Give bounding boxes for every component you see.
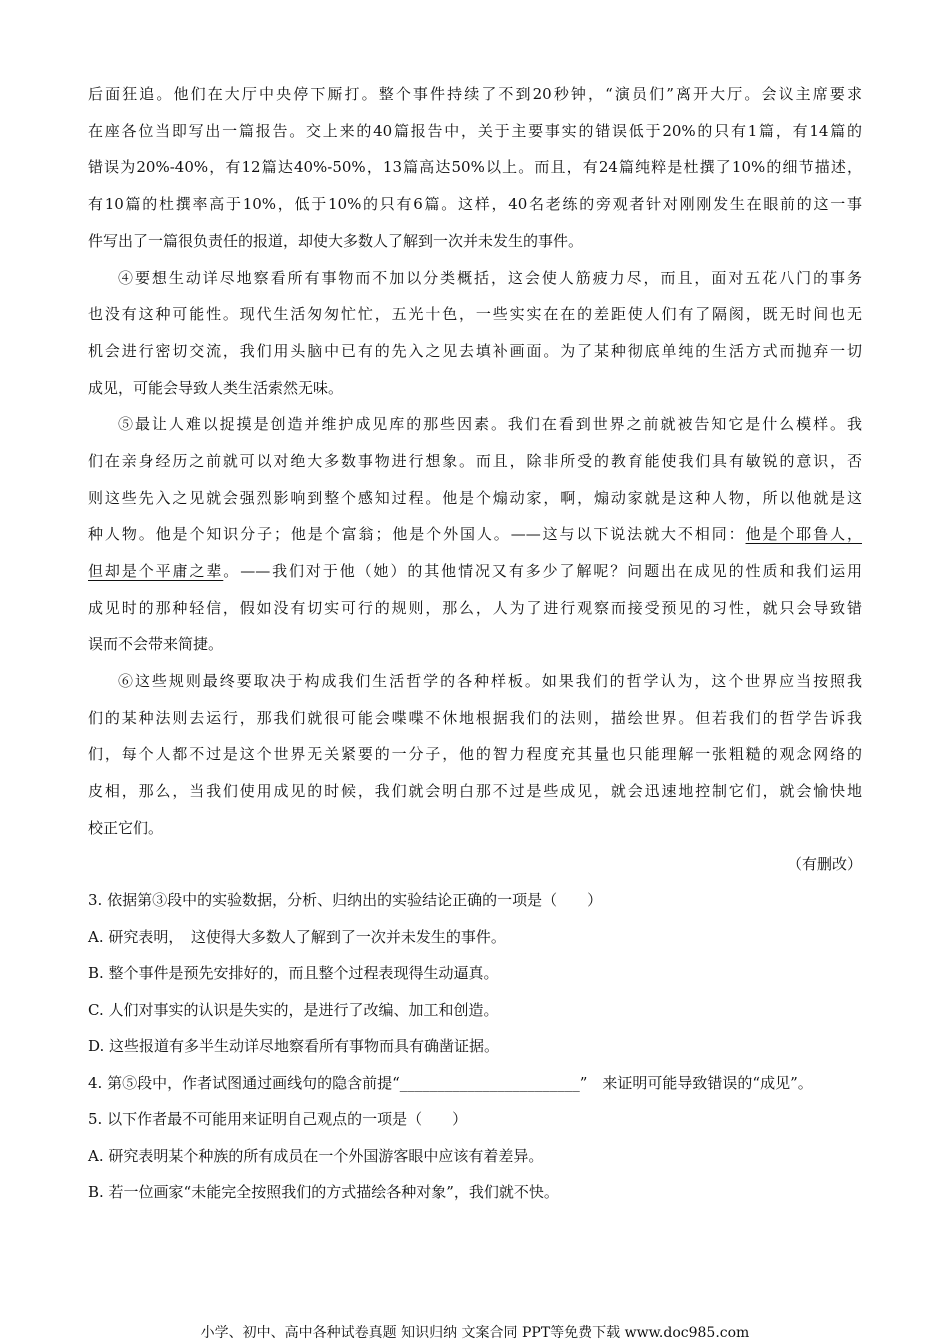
passage-line [88, 451, 862, 471]
passage-line [88, 854, 862, 874]
line-text: 们，每个人都不过是这个世界无关紧要的一分子，他的智力程度充其量也只能理解一张粗糙的观念网络的 [88, 745, 862, 763]
line-text: 种人物。他是个知识分子；他是个富翁；他是个外国人。——这与以下说法就大不相同： [88, 525, 746, 543]
passage-line [88, 708, 862, 728]
line-text: A. 研究表明某个种族的所有成员在一个外国游客眼中应该有着差异。 [88, 1147, 544, 1165]
line-text: ⑥这些规则最终要取决于构成我们生活哲学的各种样板。如果我们的哲学认为，这个世界应当按照我 [118, 672, 862, 690]
footer-text: 小学、初中、高中各种试卷真题 知识归纳 文案合同 PPT等免费下载 www.doc985.com [200, 1325, 750, 1341]
line-text: 成见，可能会导致人类生活索然无味。 [88, 379, 344, 397]
line-text: 机会进行密切交流，我们用头脑中已有的先入之见去填补画面。为了某种彻底单纯的生活方式而抛弃一切 [88, 342, 862, 360]
passage-line [88, 781, 862, 801]
line-text: 。——我们对于他（她）的其他情况又有多少了解呢？问题出在成见的性质和我们运用 [223, 562, 862, 580]
line-text: 成见时的那种轻信，假如没有切实可行的规则，那么，人为了进行观察而接受预见的习性，就只会导致错 [88, 599, 862, 617]
line-text: ④要想生动详尽地察看所有事物而不加以分类概括，这会使人筋疲力尽，而且，面对五花八门的事务 [118, 269, 862, 287]
question-line [88, 1109, 862, 1129]
passage-line [88, 157, 862, 177]
line-text: 件写出了一篇很负责任的报道，却使大多数人了解到一次并未发生的事件。 [88, 232, 584, 250]
line-text: 在座各位当即写出一篇报告。交上来的40篇报告中，关于主要事实的错误低于20%的只有1篇，有14篇的 [88, 122, 862, 140]
line-text: B. 若一位画家“未能完全按照我们的方式描绘各种对象”，我们就不快。 [88, 1183, 559, 1201]
passage-line [88, 598, 862, 618]
line-text: 3. 依据第③段中的实验数据，分析、归纳出的实验结论正确的一项是（ ） [88, 891, 603, 909]
question-line [88, 927, 862, 947]
passage-line [88, 231, 862, 251]
line-text: 5. 以下作者最不可能用来证明自己观点的一项是（ ） [88, 1110, 468, 1128]
passage-line [88, 341, 862, 361]
question-line [88, 890, 862, 910]
line-text: 皮相，那么，当我们使用成见的时候，我们就会明白那不过是些成见，就会迅速地控制它们，就会愉快地 [88, 782, 862, 800]
passage-line [88, 378, 862, 398]
passage-line [88, 488, 862, 508]
underlined-sentence: 他是个耶鲁人， [745, 525, 862, 543]
line-text: A. 研究表明， 这使得大多数人了解到了一次并未发生的事件。 [88, 928, 506, 946]
passage-line [88, 634, 862, 654]
line-text: 误而不会带来简捷。 [88, 635, 224, 653]
passage-line [88, 84, 862, 104]
line-text: 错误为20%-40%，有12篇达40%-50%，13篇高达50%以上。而且，有24篇纯粹是杜撰了10%的细节描述， [88, 158, 862, 176]
question-line [88, 1073, 862, 1093]
line-text: ⑤最让人难以捉摸是创造并维护成见库的那些因素。我们在看到世界之前就被告知它是什么模样。我 [118, 415, 862, 433]
passage-line [88, 194, 862, 214]
question-line [88, 1000, 862, 1020]
passage-line [88, 304, 862, 324]
line-text: 有10篇的杜撰率高于10%，低于10%的只有6篇。这样，40名老练的旁观者针对刚刚发生在眼前的这一事 [88, 195, 862, 213]
line-text: C. 人们对事实的认识是失实的，是进行了改编、加工和创造。 [88, 1001, 499, 1019]
question-line [88, 1146, 862, 1166]
passage-line [88, 818, 862, 838]
passage-line [118, 414, 862, 434]
question-line [88, 963, 862, 983]
line-text: 们的某种法则去运行，那我们就很可能会喋喋不休地根据我们的法则，描绘世界。但若我们的哲学告诉我 [88, 709, 862, 727]
line-text: D. 这些报道有多半生动详尽地察看所有事物而具有确凿证据。 [88, 1037, 500, 1055]
passage-line [88, 561, 862, 581]
underlined-sentence: 但却是个平庸之辈 [88, 562, 224, 580]
passage-line [118, 268, 862, 288]
passage-line [88, 524, 862, 544]
passage-line [88, 744, 862, 764]
line-text: 4. 第⑤段中，作者试图通过画线句的隐含前提“________________________” 来证明可能导致错误的“成见”。 [88, 1074, 813, 1092]
passage-line [88, 121, 862, 141]
question-line [88, 1036, 862, 1056]
line-text: 们在亲身经历之前就可以对绝大多数事物进行想象。而且，除非所受的教育能使我们具有敏锐的意识，否 [88, 452, 862, 470]
line-text: （有删改） [786, 855, 862, 873]
line-text: B. 整个事件是预先安排好的，而且整个过程表现得生动逼真。 [88, 964, 499, 982]
line-text: 则这些先入之见就会强烈影响到整个感知过程。他是个煽动家，啊，煽动家就是这种人物，所以他就是这 [88, 489, 862, 507]
passage-line [118, 671, 862, 691]
line-text: 后面狂追。他们在大厅中央停下厮打。整个事件持续了不到20秒钟，“演员们”离开大厅。会议主席要求 [88, 85, 862, 103]
question-line [88, 1182, 862, 1202]
line-text: 校正它们。 [88, 819, 164, 837]
line-text: 也没有这种可能性。现代生活匆匆忙忙，五光十色，一些实实在在的差距使人们有了隔阂，既无时间也无 [88, 305, 862, 323]
